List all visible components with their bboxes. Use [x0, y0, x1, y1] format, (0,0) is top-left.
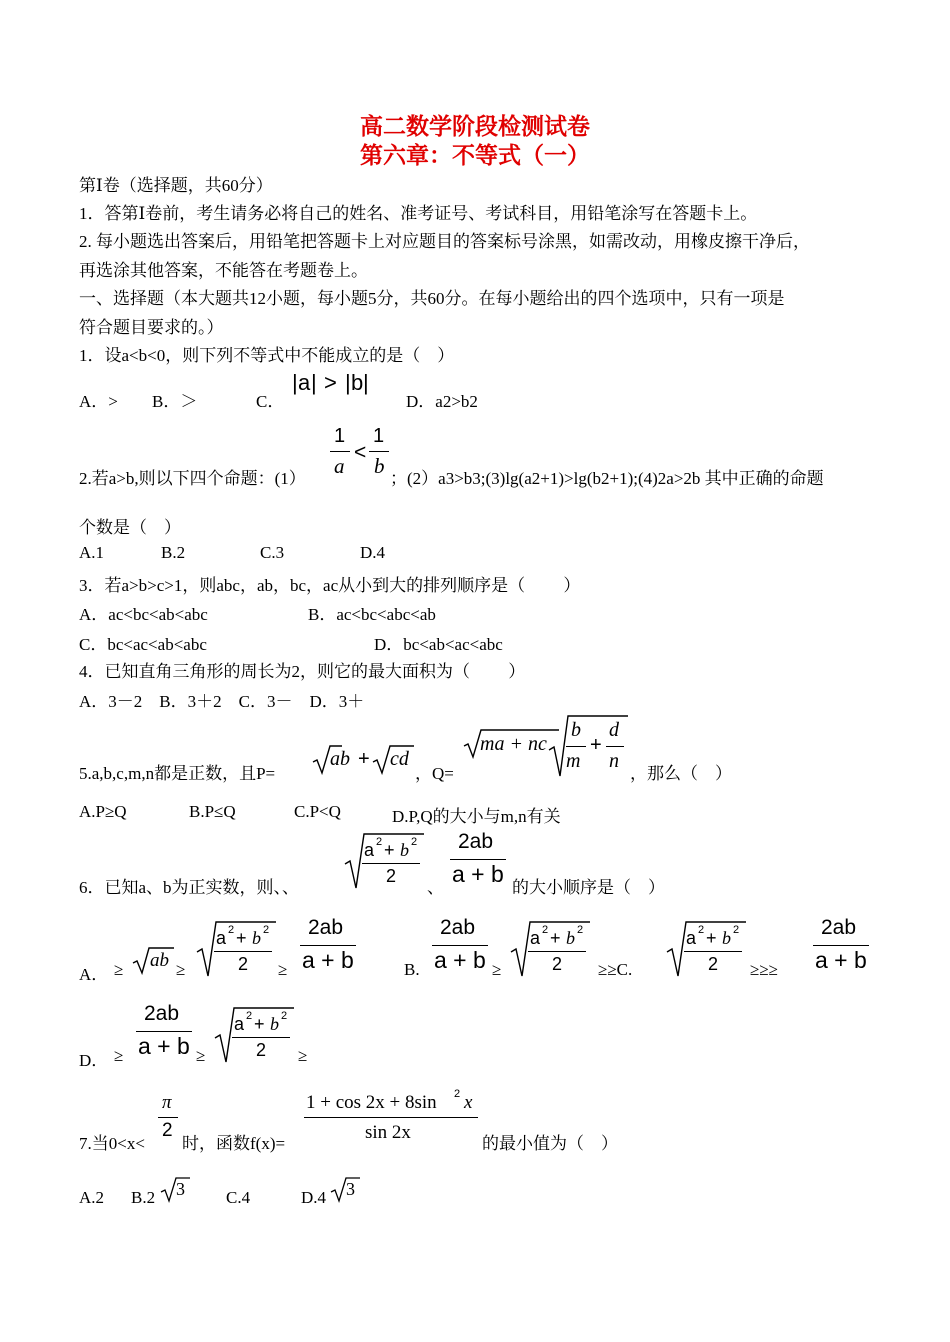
q5-option-d: D.P,Q的大小与m,n有关 [392, 807, 561, 826]
q1-option-a: A．> [79, 392, 118, 411]
q3-option-a: A．ac<bc<ab<abc [79, 605, 208, 624]
q7-stem-end: 的最小值为（ ） [482, 1134, 618, 1153]
q4-stem: 4．已知直角三角形的周长为2，则它的最大面积为（ ） [79, 662, 526, 681]
q6-option-a: A． [79, 965, 109, 984]
q6-b-ge-1: ≥ [492, 960, 502, 979]
q6-option-d: D． [79, 1051, 109, 1070]
q3-option-d: D．bc<ab<ac<abc [374, 635, 503, 654]
q6-stem-start: 6．已知a、b为正实数，则、、 [79, 878, 300, 897]
q2-stem-cont: 个数是（ ） [79, 518, 181, 537]
q1-stem: 1．设a<b<0，则下列不等式中不能成立的是（ ） [79, 346, 455, 365]
q2-option-c: C.3 [260, 543, 285, 562]
q6-a-ge-1: ≥ [114, 960, 124, 979]
q1-option-d: D．a2>b2 [406, 392, 478, 411]
q5-q-label: ，Q= [415, 764, 454, 783]
part-heading-b: 符合题目要求的。） [79, 318, 224, 337]
q4-options: A．3－2 B．3＋2 C．3－ D．3＋ [79, 692, 365, 711]
q5-stem-start: 5.a,b,c,m,n都是正数，且P= [79, 764, 276, 783]
q2-option-a: A.1 [79, 543, 105, 562]
q6-a-ge-2: ≥ [176, 960, 186, 979]
q2-option-b: B.2 [161, 543, 186, 562]
q5-option-c: C.P<Q [294, 802, 341, 821]
q7-stem-mid: 时，函数f(x)= [182, 1134, 286, 1153]
q2-option-d: D.4 [360, 543, 386, 562]
q6-d-ge-3: ≥ [298, 1046, 308, 1065]
q3-stem: 3．若a>b>c>1，则abc，ab，bc，ac从小到大的排列顺序是（ ） [79, 576, 581, 595]
q5-option-a: A.P≥Q [79, 802, 127, 821]
q6-d-ge-2: ≥ [196, 1046, 206, 1065]
q5-option-b: B.P≤Q [189, 802, 236, 821]
page: 高二数学阶段检测试卷 第六章：不等式（一） 第Ⅰ卷（选择题，共60分） 1．答第Ⅰ卷前，考生请务必将自己的姓名、准考证号、考试科目，用铅笔涂写在答题卡上。 2. 每小题选出答案后，用铅笔把答题卡上对应题目的答案标号涂黑，如需改动，用橡皮擦干净后， 再选涂其他答案，不能答在考题卷上。 一、选择题（本大题共12小题，每小题5分，共60分。在每小题给出的四个选项中，只有一项是 符合题目要求的。） 1．设a<b<0，则下列不等式中不能成立的是（ ） A．> B．＞ C． | a | > | b | D．a2>b2 2.若a>b,则以下四个命题：(1） 1 a < 1 b ；(2）a3>b3;(3)lg(a2+1)>lg(b2+1);(4)2a>2b 其中正确的命题 个数是（ ） A.1 B.2 C.3 D.4 3．若a>b>c>1，则abc，ab，bc，ac从小到大的排列顺序是（ ） A．ac<bc<ab<abc B．ac<bc<abc<ab C．bc<ac<ab<abc D．bc<ab<ac<abc 4．已知直角三角形的周长为2，则它的最大面积为（ ） A．3－2 B．3＋2 C．3－ D．3＋ 5.a,b,c,m,n都是正数，且P= ab + cd ，Q= ma + nc b m + d n ，那么（ ） A.P≥Q B.P≤Q C.P<Q D.P,Q的大小与m,n有关 6．已知a、b为正实数，则、、 a 2 + b 2 2 、 2ab a + b 的大小顺序是（ ） A． ≥ ab ≥ a 2 + b 2 2 ≥ 2ab a + b B. 2ab a + b ≥ a 2 + b 2 2 ≥≥C. a 2 + b 2 2 ≥≥≥ 2ab a + b D． ≥ 2ab a + b ≥ a 2 + b 2 2 ≥ 7.当0<x< π 2 时，函数f(x)= 1 + cos 2x + 8sin 2 x sin 2x 的最小值为（ ） A.2 B.2 3 C.4 D.4 3 [0, 0, 950, 1342]
title-line-2: 第六章：不等式（一） [360, 143, 590, 169]
q6-option-c-inline: ≥≥C. [598, 960, 633, 979]
section-label: 第Ⅰ卷（选择题，共60分） [79, 176, 273, 195]
instruction-2a: 2. 每小题选出答案后，用铅笔把答题卡上对应题目的答案标号涂黑，如需改动，用橡皮擦干净后， [79, 232, 810, 251]
q7-stem-start: 7.当0<x< [79, 1134, 145, 1153]
q6-stem-end: 的大小顺序是（ ） [512, 878, 665, 897]
instruction-1: 1．答第Ⅰ卷前，考生请务必将自己的姓名、准考证号、考试科目，用铅笔涂写在答题卡上。 [79, 204, 758, 223]
part-heading-a: 一、选择题（本大题共12小题，每小题5分，共60分。在每小题给出的四个选项中，只有一项是 [79, 289, 785, 308]
q3-option-c: C．bc<ac<ab<abc [79, 635, 207, 654]
q7-option-a: A.2 [79, 1188, 105, 1207]
q7-option-b: B.2 [131, 1188, 156, 1207]
q6-a-ge-3: ≥ [278, 960, 288, 979]
q7-option-c: C.4 [226, 1188, 251, 1207]
q7-option-d: D.4 [301, 1188, 327, 1207]
q3-option-b: B．ac<bc<abc<ab [308, 605, 436, 624]
q6-c-ge-3: ≥≥≥ [750, 960, 778, 979]
q6-option-b: B. [404, 960, 420, 979]
q6-separator: 、 [427, 878, 444, 897]
q5-stem-end: ，那么（ ） [630, 764, 732, 783]
instruction-2b: 再选涂其他答案，不能答在考题卷上。 [79, 261, 368, 280]
q2-stem-start: 2.若a>b,则以下四个命题：(1） [79, 469, 306, 488]
q1-option-b: B．＞ [152, 392, 198, 411]
title-line-1: 高二数学阶段检测试卷 [360, 114, 590, 140]
q2-stem-rest: ；(2）a3>b3;(3)lg(a2+1)>lg(b2+1);(4)2a>2b 其中正确的命题 [390, 469, 824, 488]
q1-option-c: C． [256, 392, 285, 411]
q6-d-ge-1: ≥ [114, 1046, 124, 1065]
